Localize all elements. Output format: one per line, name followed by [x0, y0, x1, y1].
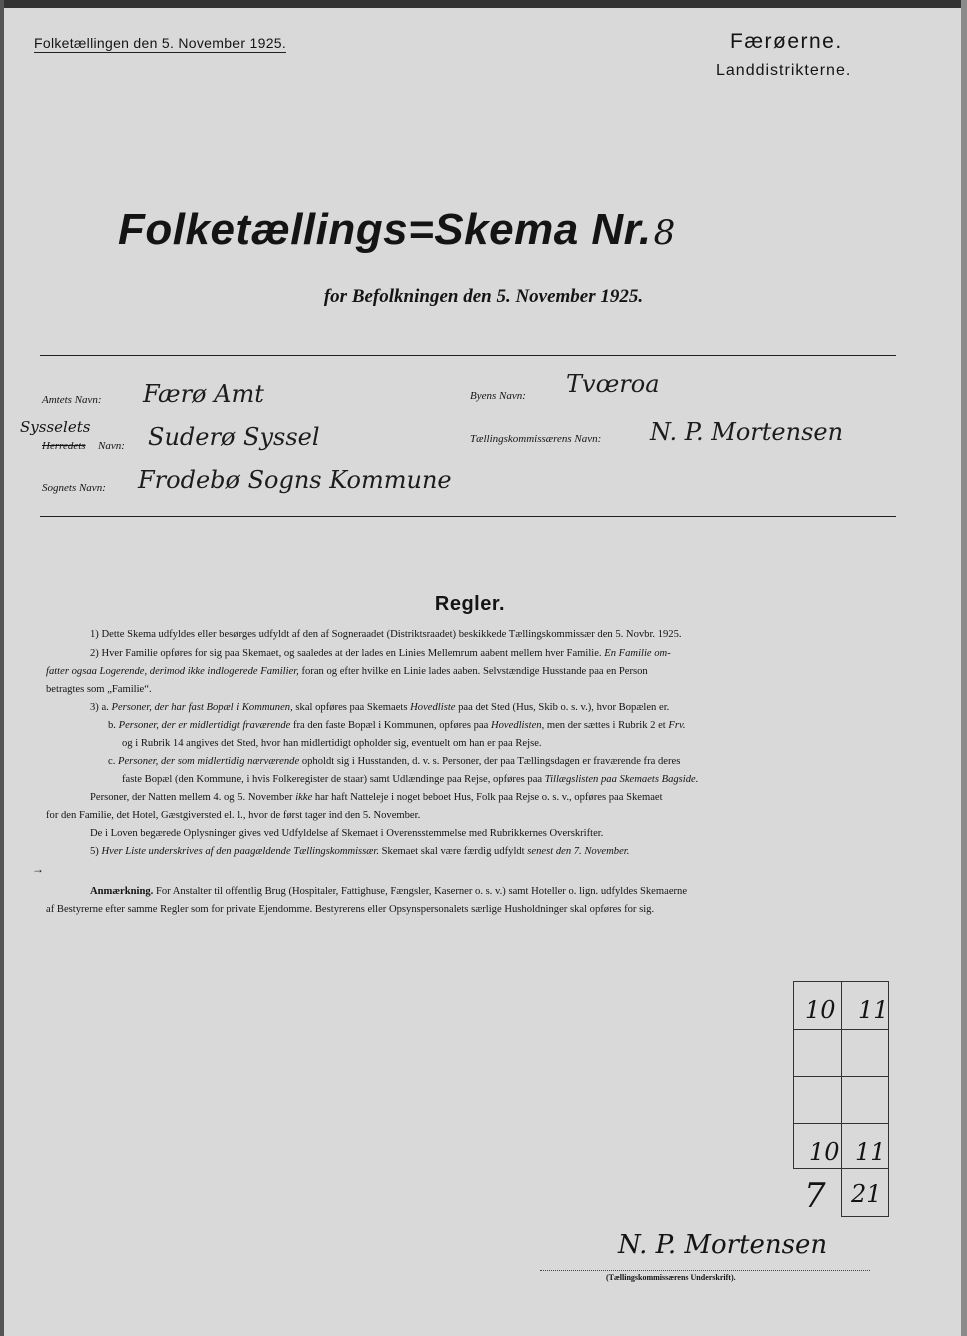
- tally-row4-right: 11: [855, 1138, 886, 1166]
- sogn-value: Frodebø Sogns Kommune: [138, 466, 452, 494]
- commissioner-signature: N. P. Mortensen: [618, 1230, 828, 1260]
- rule-line: 5) Hver Liste underskrives af den paagældende Tællingskommissær. Skemaet skal være færdig udfyldt senest den 7. November.: [90, 846, 630, 857]
- rule-line: 3) a. Personer, der har fast Bopæl i Kommunen, skal opføres paa Skemaets Hovedliste paa det Sted (Hus, Skib o. s. v.), hvor Bopælen er.: [90, 702, 670, 713]
- tally-total-right: 21: [851, 1180, 882, 1208]
- grid-divider-horizontal: [794, 1076, 888, 1077]
- margin-arrow-mark: →: [32, 862, 44, 876]
- divider-bottom: [40, 516, 896, 517]
- grid-divider-horizontal: [794, 1123, 888, 1124]
- sogn-label: Sognets Navn:: [42, 482, 106, 494]
- rule-line: og i Rubrik 14 angives det Sted, hvor han midlertidigt opholder sig, eventuelt om han er paa Rejse.: [122, 738, 542, 749]
- tally-row4-left: 10: [809, 1138, 840, 1166]
- divider-top: [40, 355, 896, 356]
- herred-label-struck: Herredets: [42, 440, 86, 452]
- scan-top-border: [0, 0, 967, 8]
- rule-line: af Bestyrerne efter samme Regler som for private Ejendomme. Bestyrerens eller Opsynspersonalets særlige Husholdninger skal opføres for sig.: [46, 904, 655, 915]
- region-header: Færøerne.: [730, 30, 843, 53]
- rule-line: De i Loven begærede Oplysninger gives ved Udfyldelse af Skemaet i Overensstemmelse med Rubrikkernes Overskrifter.: [90, 828, 604, 839]
- scan-left-edge: [0, 0, 4, 1336]
- form-subtitle: for Befolkningen den 5. November 1925.: [323, 286, 644, 307]
- rule-line: betragtes som „Familie“.: [46, 684, 152, 695]
- signature-line: [540, 1270, 870, 1271]
- form-title: [118, 205, 676, 255]
- census-date-header: Folketællingen den 5. November 1925.: [34, 35, 287, 51]
- signature-caption: (Tællingskommissærens Underskrift).: [606, 1273, 736, 1282]
- rule-line: Personer, der Natten mellem 4. og 5. November ikke har haft Natteleje i noget beboet Hus, Folk paa Rejse o. s. v., opføres paa Skemaet: [90, 792, 663, 803]
- herred-value: Suderø Syssel: [148, 423, 320, 451]
- rule-line: fatter ogsaa Logerende, derimod ikke indlogerede Familier, foran og efter hvilke en Linie lades aaben. Selvstændige Husstande paa en Person: [46, 666, 648, 677]
- by-value: Tvœroa: [566, 370, 660, 398]
- form-number: 8: [653, 213, 676, 253]
- scan-right-edge: [961, 0, 967, 1336]
- kommissaer-value: N. P. Mortensen: [650, 418, 844, 446]
- grid-divider-vertical: [841, 982, 842, 1168]
- tally-row1-left: 10: [805, 996, 836, 1024]
- rule-line: faste Bopæl (den Kommune, i hvis Folkeregister de staar) samt Udlændinge paa Rejse, opføres paa Tillægslisten paa Skemaets Bagside.: [122, 774, 699, 785]
- rule-line: for den Familie, det Hotel, Gæstgiversted el. l., hvor de først tager ind den 5. November.: [46, 810, 421, 821]
- rule-line: Anmærkning. For Anstalter til offentlig Brug (Hospitaler, Fattighuse, Fængsler, Kaserner o. s. v.) samt Hoteller o. lign. udfyldes Skemaerne: [90, 886, 688, 897]
- amt-value: Færø Amt: [143, 380, 264, 408]
- kommissaer-label: Tællingskommissærens Navn:: [470, 433, 602, 445]
- rule-line: 2) Hver Familie opføres for sig paa Skemaet, og saaledes at der lades en Linies Mellemrum aabent mellem hver Familie. En Familie om-: [90, 648, 671, 659]
- by-label: Byens Navn:: [470, 390, 526, 402]
- rule-line: c. Personer, der som midlertidig nærværende opholdt sig i Husstanden, d. v. s. Personer, der paa Tællingsdagen er fraværende fra deres: [108, 756, 681, 767]
- rules-heading: Regler.: [434, 593, 506, 615]
- tally-total-left: 7: [804, 1176, 826, 1216]
- form-title-text: Folketællings=Skema Nr.: [118, 205, 652, 254]
- tally-row1-right: 11: [858, 996, 889, 1024]
- amt-label: Amtets Navn:: [42, 394, 102, 406]
- rule-line: b. Personer, der er midlertidigt fraværende fra den faste Bopæl i Kommunen, opføres paa Hovedlisten, men der sættes i Rubrik 2 et Frv.: [108, 720, 686, 731]
- herred-label-written: Sysselets: [20, 418, 91, 436]
- herred-label: Navn:: [98, 440, 125, 452]
- grid-divider-horizontal: [794, 1029, 888, 1030]
- district-header: Landdistrikterne.: [716, 62, 852, 79]
- rule-line: 1) Dette Skema udfyldes eller besørges udfyldt af den af Sogneraadet (Distriktsraadet) beskikkede Tællingskommissær den 5. Novbr. 1925.: [90, 629, 682, 640]
